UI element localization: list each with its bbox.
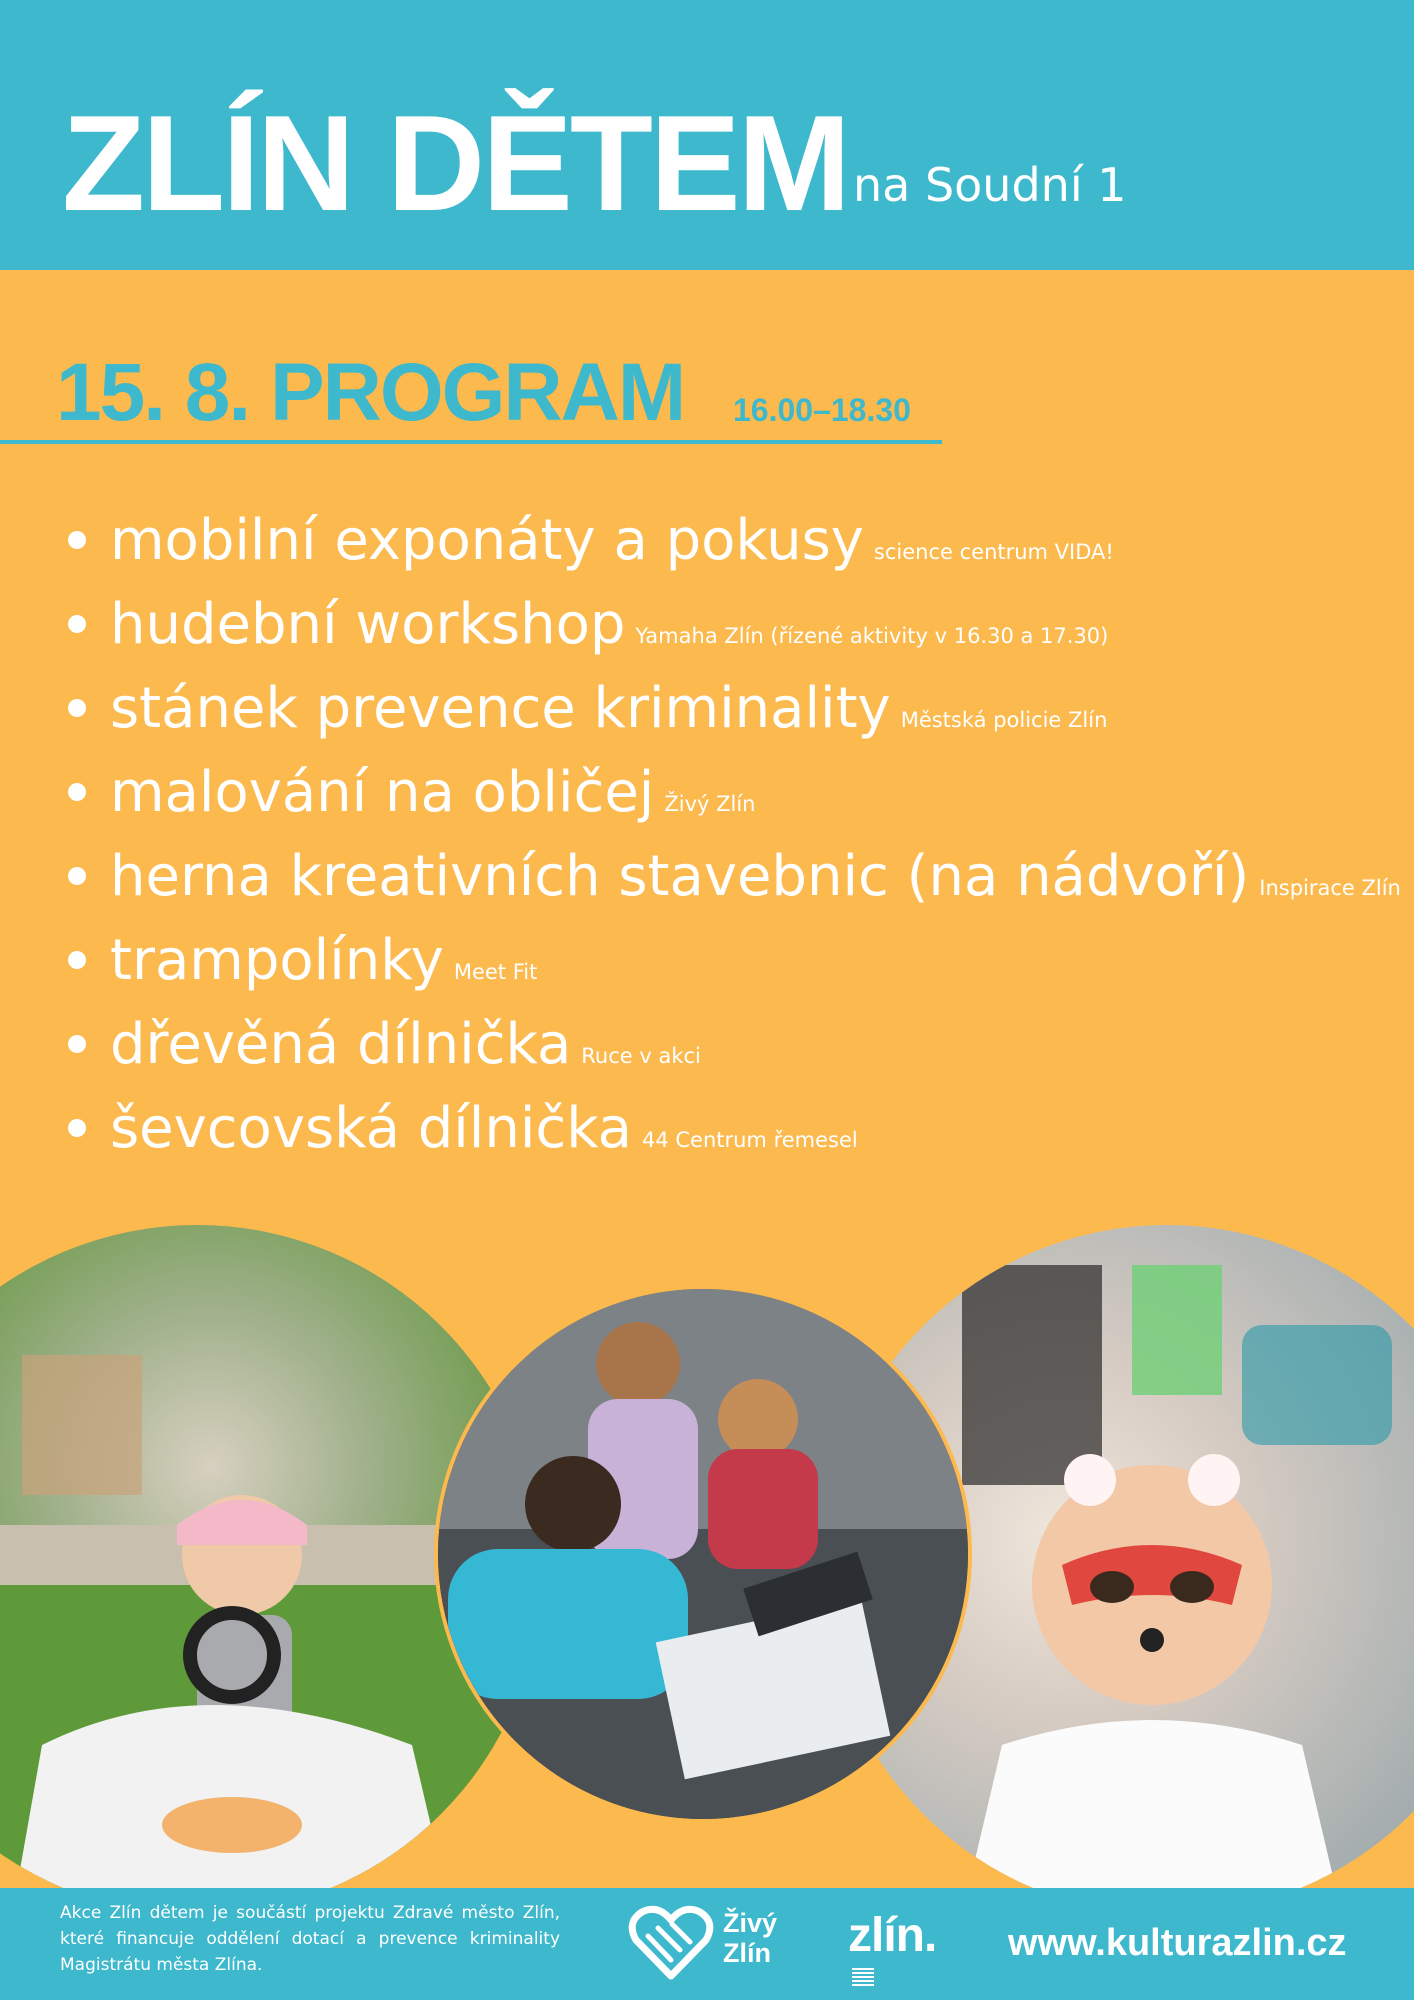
logo-zivy-line1: Živý	[723, 1908, 778, 1938]
list-item	[62, 1010, 1402, 1094]
program-list	[62, 506, 1402, 1178]
bullet-icon	[68, 951, 86, 969]
list-item	[62, 842, 1402, 926]
bullet-icon	[68, 1119, 86, 1137]
activity-name: dřevěná dílnička	[110, 1012, 572, 1077]
program-divider	[0, 440, 942, 444]
activity-organizer: Ruce v akci	[581, 1044, 701, 1068]
program-title: 15. 8. PROGRAM	[56, 347, 685, 438]
activity-name: ševcovská dílnička	[110, 1096, 632, 1161]
logo-zivy-line2: Zlín	[723, 1938, 771, 1968]
bullet-icon	[68, 783, 86, 801]
list-item	[62, 758, 1402, 842]
footer	[0, 1888, 1414, 2000]
bullet-icon	[68, 531, 86, 549]
bullet-icon	[68, 867, 86, 885]
list-item	[62, 1094, 1402, 1178]
photo-children-at-science-exhibit	[434, 1285, 972, 1823]
activity-organizer: 44 Centrum řemesel	[641, 1128, 858, 1152]
bullet-icon	[68, 1035, 86, 1053]
logo-stripes-icon	[852, 1968, 874, 1988]
zlin-city-logo: zlín.	[848, 1909, 937, 1962]
activity-organizer: Městská policie Zlín	[900, 708, 1108, 732]
activity-name: stánek prevence kriminality	[110, 676, 891, 741]
activity-organizer: Meet Fit	[453, 960, 538, 984]
activity-organizer: science centrum VIDA!	[873, 540, 1114, 564]
list-item	[62, 590, 1402, 674]
activity-organizer: Yamaha Zlín (řízené aktivity v 16.30 a 17.30)	[635, 624, 1109, 648]
activity-name: trampolínky	[110, 928, 444, 993]
heart-icon	[628, 1902, 714, 1982]
activity-organizer: Inspirace Zlín	[1259, 876, 1401, 900]
activity-name: hudební workshop	[110, 592, 626, 657]
activity-name: mobilní exponáty a pokusy	[110, 508, 864, 573]
list-item	[62, 674, 1402, 758]
zivy-zlin-logo	[628, 1902, 818, 1982]
bullet-icon	[68, 615, 86, 633]
website-link[interactable]: www.kulturazlin.cz	[1008, 1922, 1347, 1964]
program-time: 16.00–18.30	[733, 392, 911, 428]
activity-name: herna kreativních stavebnic (na nádvoří)	[110, 844, 1250, 909]
activity-name: malování na obličej	[110, 760, 655, 825]
footer-text: Akce Zlín dětem je součástí projektu Zdravé město Zlín, které financuje oddělení dotací a prevence kriminality Magistrátu města Zlína.	[60, 1903, 560, 1975]
bullet-icon	[68, 699, 86, 717]
page-subtitle: na Soudní 1	[853, 158, 1127, 212]
header-banner	[0, 0, 1414, 270]
activity-organizer: Živý Zlín	[664, 792, 756, 816]
list-item	[62, 926, 1402, 1010]
page-title: ZLÍN DĚTEM	[62, 87, 848, 239]
list-item	[62, 506, 1402, 590]
photo-illustration	[438, 1289, 968, 1819]
